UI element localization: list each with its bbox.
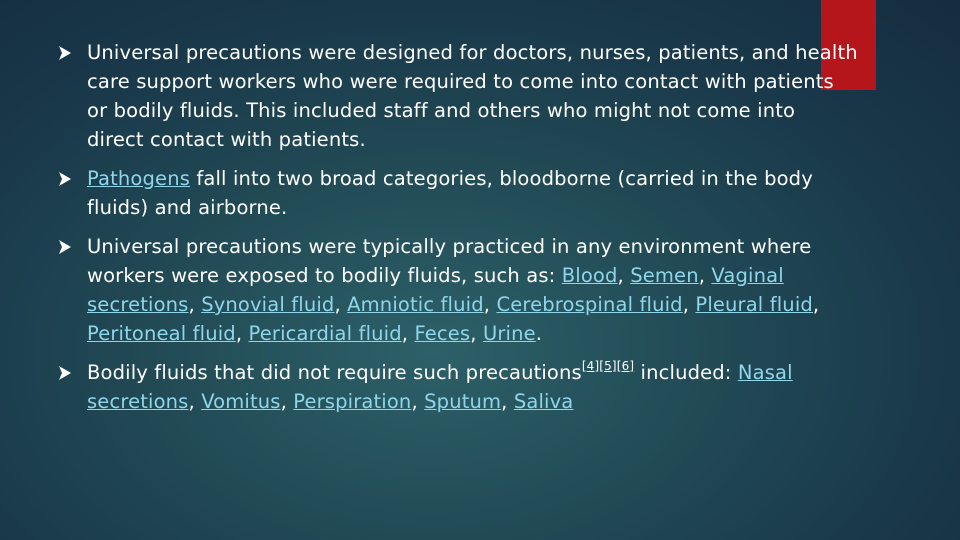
arrow-bullet-icon bbox=[58, 46, 72, 60]
link-vaginal-secretions[interactable]: Vaginal secretions bbox=[87, 264, 784, 316]
text-segment: Universal precautions were designed for doctors, nurses, patients, and health care support workers who were required to come into contact with patients or bodily fluids. This included staff and others who might not come into direct contact with patients. bbox=[87, 41, 858, 151]
text-segment: , bbox=[188, 293, 202, 316]
text-segment: included: bbox=[634, 361, 738, 384]
link-peritoneal-fluid[interactable]: Peritoneal fluid bbox=[87, 322, 236, 345]
text-segment: , bbox=[280, 390, 294, 413]
text-segment: Universal precautions were typically practiced in any environment where workers were exposed to bodily fluids, such as: bbox=[87, 235, 812, 287]
link-feces[interactable]: Feces bbox=[414, 322, 471, 345]
bullet-list bbox=[58, 38, 858, 416]
text-segment: . bbox=[535, 322, 543, 345]
text-segment: , bbox=[682, 293, 696, 316]
text-segment: , bbox=[698, 264, 712, 287]
reference-superscript[interactable]: [4][5][6] bbox=[581, 359, 635, 373]
text-segment: , bbox=[617, 264, 631, 287]
text-segment: , bbox=[483, 293, 497, 316]
link-blood[interactable]: Blood bbox=[561, 264, 618, 287]
bullet-item bbox=[58, 358, 858, 416]
text-segment: , bbox=[501, 390, 514, 413]
bullet-text bbox=[87, 361, 793, 413]
bullet-text bbox=[87, 167, 813, 219]
link-synovial-fluid[interactable]: Synovial fluid bbox=[201, 293, 335, 316]
text-segment: fall into two broad categories, bloodborne (carried in the body fluids) and airborne. bbox=[87, 167, 813, 219]
link-sputum[interactable]: Sputum bbox=[424, 390, 502, 413]
text-segment: , bbox=[470, 322, 483, 345]
text-segment: , bbox=[401, 322, 415, 345]
link-perspiration[interactable]: Perspiration bbox=[293, 390, 412, 413]
bullet-item bbox=[58, 232, 858, 348]
bullet-text bbox=[87, 41, 858, 151]
link-saliva[interactable]: Saliva bbox=[513, 390, 574, 413]
link-urine[interactable]: Urine bbox=[482, 322, 536, 345]
arrow-bullet-icon bbox=[58, 240, 72, 254]
link-cerebrospinal-fluid[interactable]: Cerebrospinal fluid bbox=[496, 293, 683, 316]
text-segment: , bbox=[235, 322, 249, 345]
link-amniotic-fluid[interactable]: Amniotic fluid bbox=[347, 293, 484, 316]
text-segment: Bodily fluids that did not require such precautions bbox=[87, 361, 582, 384]
link-pleural-fluid[interactable]: Pleural fluid bbox=[695, 293, 813, 316]
link-vomitus[interactable]: Vomitus bbox=[201, 390, 281, 413]
bullet-item bbox=[58, 164, 858, 222]
arrow-bullet-icon bbox=[58, 172, 72, 186]
link-pericardial-fluid[interactable]: Pericardial fluid bbox=[248, 322, 402, 345]
text-segment: , bbox=[812, 293, 820, 316]
bullet-item bbox=[58, 38, 858, 154]
bullet-text bbox=[87, 235, 819, 345]
text-segment: , bbox=[188, 390, 202, 413]
link-semen[interactable]: Semen bbox=[630, 264, 699, 287]
text-segment: , bbox=[334, 293, 348, 316]
arrow-bullet-icon bbox=[58, 366, 72, 380]
text-segment: , bbox=[411, 390, 425, 413]
link-nasal-secretions[interactable]: Nasal secretions bbox=[87, 361, 793, 413]
link-pathogens[interactable]: Pathogens bbox=[87, 167, 191, 190]
